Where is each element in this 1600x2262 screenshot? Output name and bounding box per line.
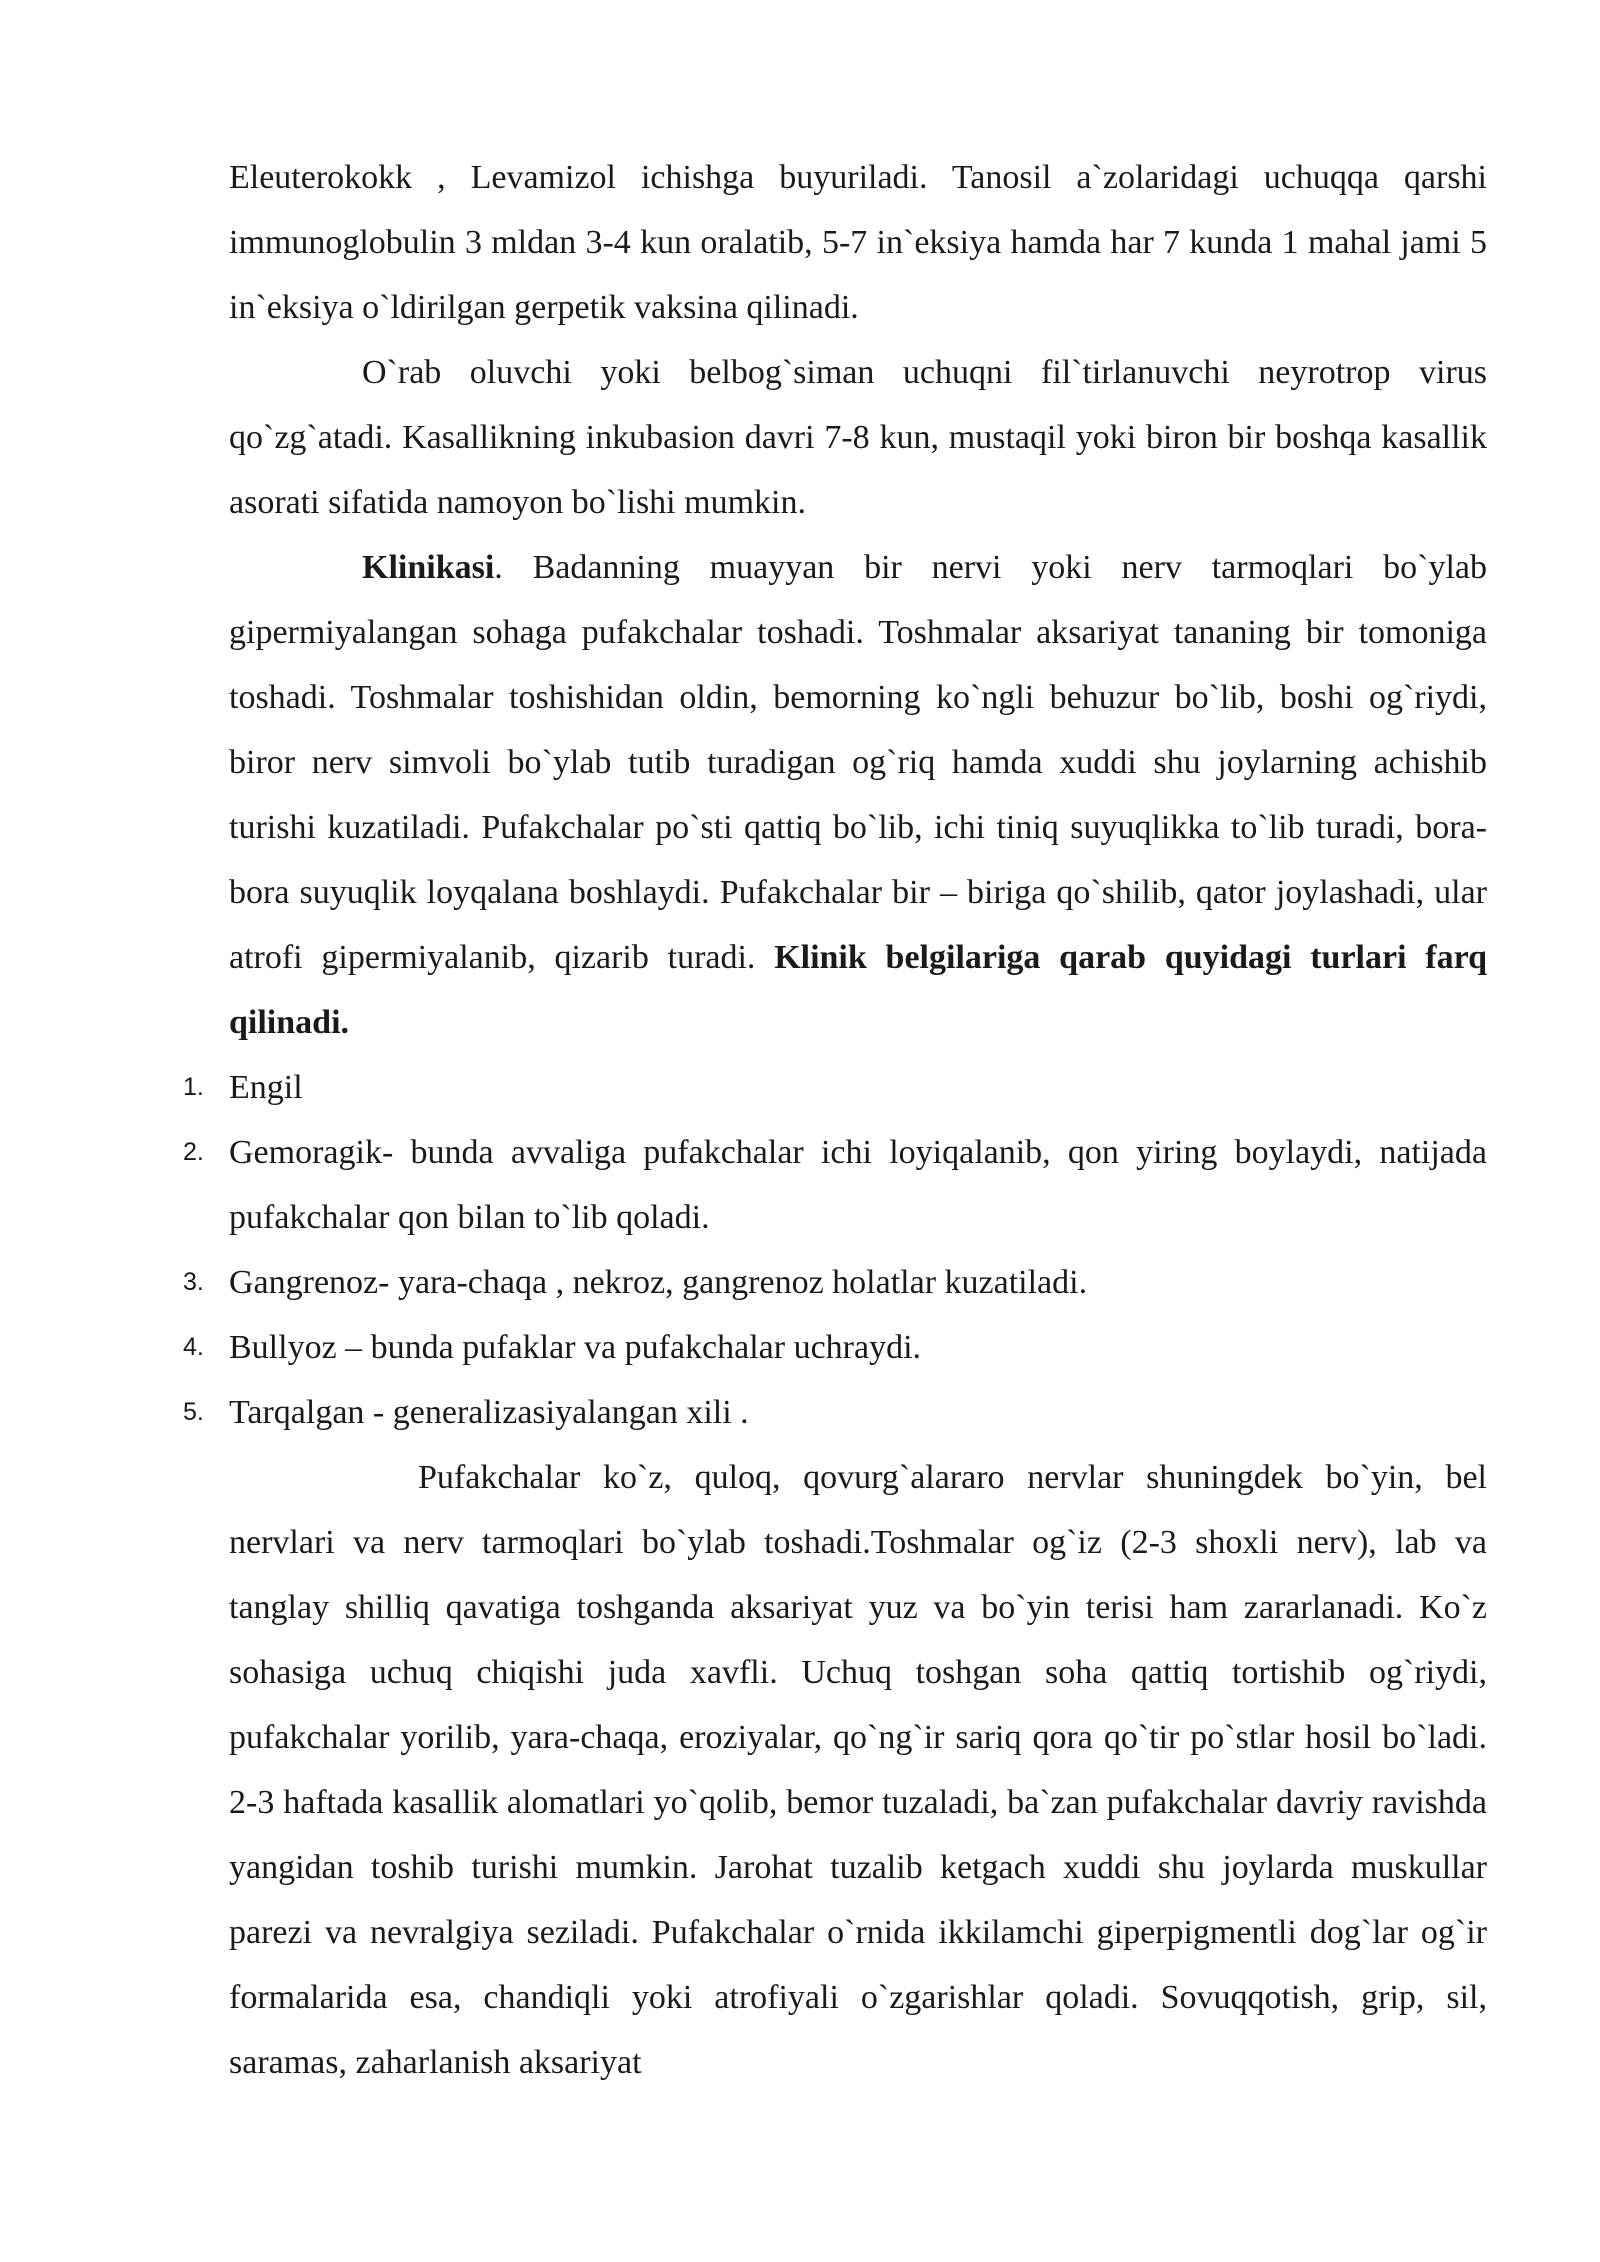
- list-item-text: Tarqalgan - generalizasiyalangan xili .: [229, 1394, 749, 1431]
- list-number: 2.: [183, 1138, 204, 1166]
- paragraph-localization: Pufakchalar ko`z, quloq, qovurg`alararo nervlar shuningdek bo`yin, bel nervlari va nerv tarmoqlari bo`ylab toshadi.Toshmalar og`iz (2-3 shoxli nerv), lab va tanglay shilliq qavatiga toshganda aksariyat yuz va bo`yin terisi ham zararlanadi. Ko`z sohasiga uchuq chiqishi juda xavfli. Uchuq toshgan soha qattiq tortishib og`riydi, pufakchalar yorilib, yara-chaqa, eroziyalar, qo`ng`ir sariq qora qo`tir po`stlar hosil bo`ladi. 2-3 haftada kasallik alomatlari yo`qolib, bemor tuzaladi, ba`zan pufakchalar davriy ravishda yangidan toshib turishi mumkin. Jarohat tuzalib ketgach xuddi shu joylarda muskullar parezi va nevralgiya seziladi. Pufakchalar o`rnida ikkilamchi giperpigmentli dog`lar og`ir formalarida esa, chandiqli yoki atrofiyali o`zgarishlar qoladi. Sovuqqotish, grip, sil, saramas, zaharlanish aksariyat: [229, 1459, 1487, 2081]
- clinical-types-list: [183, 1055, 1487, 1445]
- list-number: 4.: [183, 1333, 204, 1361]
- clinical-types-heading: Klinik belgilariga qarab quyidagi turlari farq qilinadi.: [229, 939, 1487, 1041]
- list-item: [183, 1120, 1487, 1250]
- list-number: 5.: [183, 1398, 204, 1426]
- list-item: [183, 1055, 1487, 1120]
- list-item-text: Bullyoz – bunda pufaklar va pufakchalar uchraydi.: [229, 1329, 922, 1366]
- document-body: [183, 145, 1487, 2095]
- list-item-text: Gangrenoz- yara-chaqa , nekroz, gangrenoz holatlar kuzatiladi.: [229, 1264, 1088, 1301]
- list-item: [183, 1380, 1487, 1445]
- clinical-heading: Klinikasi: [362, 549, 495, 586]
- clinical-text: . Badanning muayyan bir nervi yoki nerv tarmoqlari bo`ylab gipermiyalangan sohaga pufakchalar toshadi. Toshmalar aksariyat tananing bir tomoniga toshadi. Toshmalar toshishidan oldin, bemorning ko`ngli behuzur bo`lib, boshi og`riydi, biror nerv simvoli bo`ylab tutib turadigan og`riq hamda xuddi shu joylarning achishib turishi kuzatiladi. Pufakchalar po`sti qattiq bo`lib, ichi tiniq suyuqlikka to`lib turadi, bora-bora suyuqlik loyqalana boshlaydi. Pufakchalar bir – biriga qo`shilib, qator joylashadi, ular atrofi gipermiyalanib, qizarib turadi.: [229, 549, 1487, 976]
- list-item-text: Engil: [229, 1069, 303, 1106]
- list-item: [183, 1250, 1487, 1315]
- paragraph-treatment: Eleuterokokk , Levamizol ichishga buyuriladi. Tanosil a`zolaridagi uchuqqa qarshi immunoglobulin 3 mldan 3-4 kun oralatib, 5-7 in`eksiya hamda har 7 kunda 1 mahal jami 5 in`eksiya o`ldirilgan gerpetik vaksina qilinadi.: [229, 159, 1487, 326]
- paragraph-shingles-intro: O`rab oluvchi yoki belbog`siman uchuqni fil`tirlanuvchi neyrotrop virus qo`zg`atadi. Kasallikning inkubasion davri 7-8 kun, mustaqil yoki biron bir boshqa kasallik asorati sifatida namoyon bo`lishi mumkin.: [229, 354, 1487, 521]
- paragraph-clinical: [229, 535, 1487, 1055]
- list-number: 3.: [183, 1268, 204, 1296]
- list-number: 1.: [183, 1073, 204, 1101]
- list-item: [183, 1315, 1487, 1380]
- list-item-text: Gemoragik- bunda avvaliga pufakchalar ichi loyiqalanib, qon yiring boylaydi, natijada pufakchalar qon bilan to`lib qoladi.: [229, 1134, 1487, 1236]
